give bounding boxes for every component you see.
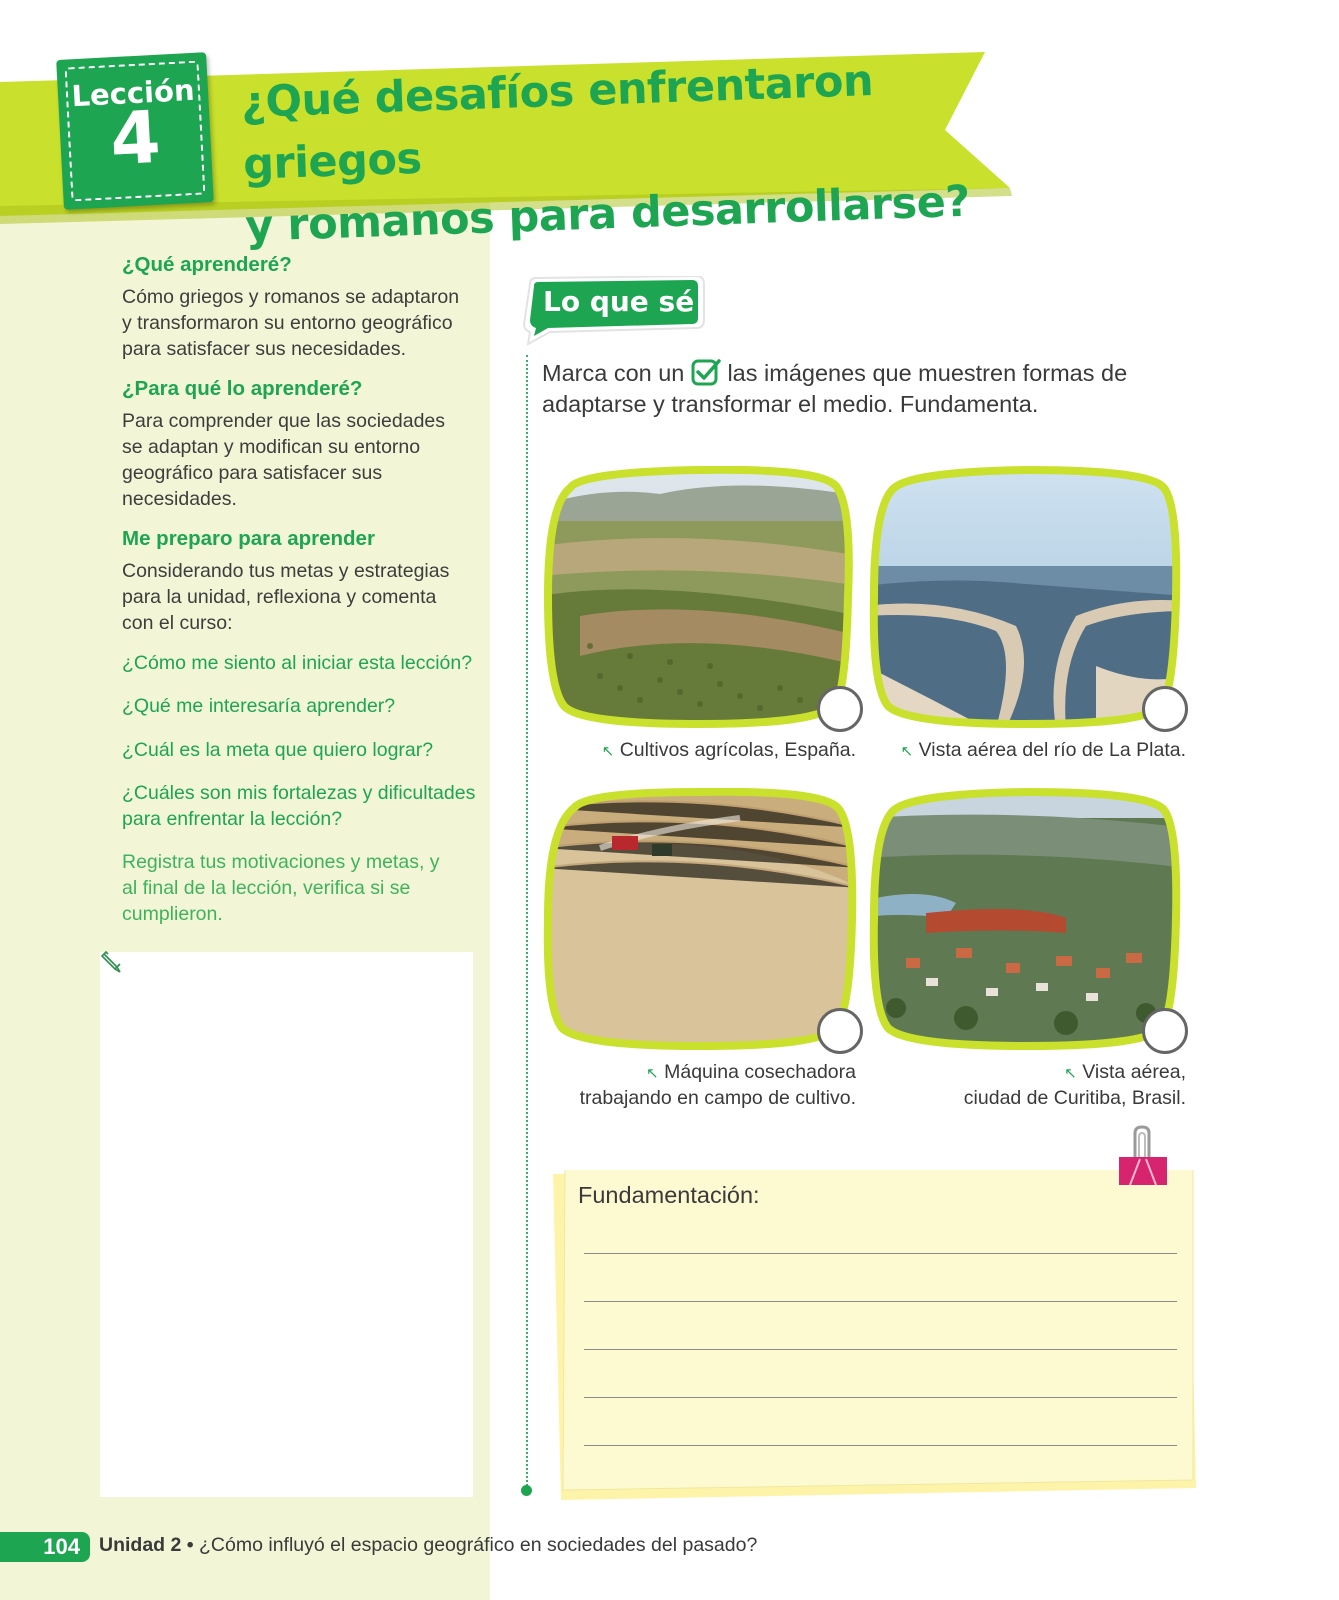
answer-line-1[interactable]	[584, 1253, 1177, 1254]
footer-running-head	[99, 1534, 757, 1557]
answer-line-3[interactable]	[584, 1349, 1177, 1350]
question-1: ¿Cómo me siento al iniciar esta lección?	[122, 652, 473, 674]
caption-rio-text: Vista aérea del río de La Plata.	[918, 739, 1186, 761]
prepare-heading: Me preparo para aprender	[122, 527, 375, 550]
divider-dot	[521, 1485, 532, 1496]
caption-arrow-icon: ↖	[1064, 1065, 1077, 1082]
caption-arrow-icon: ↖	[601, 743, 615, 760]
caption-arrow-icon: ↖	[900, 743, 914, 760]
pencil-icon	[100, 950, 124, 974]
photo-rio-de-la-plata	[866, 466, 1186, 728]
caption-harvester-line-1: Máquina cosechadora	[664, 1061, 856, 1083]
instruction-text	[542, 358, 1142, 420]
lo-que-se-label: Lo que sé	[543, 285, 695, 318]
check-circle-curitiba[interactable]	[1142, 1008, 1188, 1054]
page-title	[240, 47, 976, 258]
answer-line-2[interactable]	[584, 1301, 1177, 1302]
motivation-note: Registra tus motivaciones y metas, y al final de la lección, verifica si se cumplieron.	[122, 851, 440, 925]
fundamentacion-card	[553, 1170, 1196, 1500]
caption-harvester-line-2: trabajando en campo de cultivo.	[579, 1087, 856, 1109]
footer-unit: Unidad 2	[99, 1534, 182, 1556]
footer-subtitle: ¿Cómo influyó el espacio geográfico en sociedades del pasado?	[199, 1534, 758, 1556]
question-2: ¿Qué me interesaría aprender?	[122, 695, 396, 717]
check-circle-crops[interactable]	[817, 686, 863, 732]
title-line-1: ¿Qué desafíos enfrentaron griegos	[240, 55, 874, 190]
check-circle-harvester[interactable]	[817, 1008, 863, 1054]
photo-crops-spain	[540, 466, 860, 728]
why-text: Para comprender que las sociedades se adaptan y modifican su entorno geográfico para satisfacer sus necesidades.	[122, 410, 446, 510]
title-line-2: y romanos para desarrollarse?	[244, 176, 971, 252]
lesson-number: 4	[108, 94, 163, 182]
instruction-part-1: Marca con un	[542, 360, 685, 386]
caption-curitiba-line-1: Vista aérea,	[1082, 1061, 1186, 1083]
prepare-text: Considerando tus metas y estrategias para la unidad, reflexiona y comenta con el curso:	[122, 560, 450, 634]
caption-harvester	[540, 1060, 856, 1110]
answer-line-5[interactable]	[584, 1445, 1177, 1446]
question-3: ¿Cuál es la meta que quiero lograr?	[122, 739, 434, 761]
caption-arrow-icon: ↖	[646, 1065, 659, 1082]
learn-text: Cómo griegos y romanos se adaptaron y transformaron su entorno geográfico para satisfacer sus necesidades.	[122, 286, 460, 360]
why-heading: ¿Para qué lo aprenderé?	[122, 377, 363, 400]
section-divider	[526, 355, 528, 1490]
fundamentacion-label: Fundamentación:	[578, 1182, 760, 1208]
lesson-word: Lección	[70, 72, 196, 114]
check-circle-rio[interactable]	[1142, 686, 1188, 732]
photo-curitiba	[866, 788, 1186, 1050]
caption-crops	[540, 738, 856, 764]
footer-bullet: •	[186, 1534, 194, 1556]
learn-heading: ¿Qué aprenderé?	[122, 253, 292, 276]
caption-curitiba-line-2: ciudad de Curitiba, Brasil.	[963, 1087, 1186, 1109]
caption-curitiba	[866, 1060, 1186, 1110]
check-icon	[691, 358, 721, 386]
photo-harvester	[540, 788, 860, 1050]
page-number-badge	[0, 1532, 90, 1562]
answer-line-4[interactable]	[584, 1397, 1177, 1398]
binder-clip-icon	[1116, 1125, 1170, 1187]
caption-crops-text: Cultivos agrícolas, España.	[619, 739, 856, 761]
caption-rio	[866, 738, 1186, 764]
page-number: 104	[43, 1534, 80, 1559]
lesson-badge	[56, 52, 214, 210]
instruction-part-2: las imágenes que muestren formas de adaptarse y transformar el medio. Fundamenta.	[542, 360, 1128, 417]
notes-writing-area[interactable]	[100, 952, 473, 1497]
question-4: ¿Cuáles son mis fortalezas y dificultades para enfrentar la lección?	[122, 782, 476, 830]
